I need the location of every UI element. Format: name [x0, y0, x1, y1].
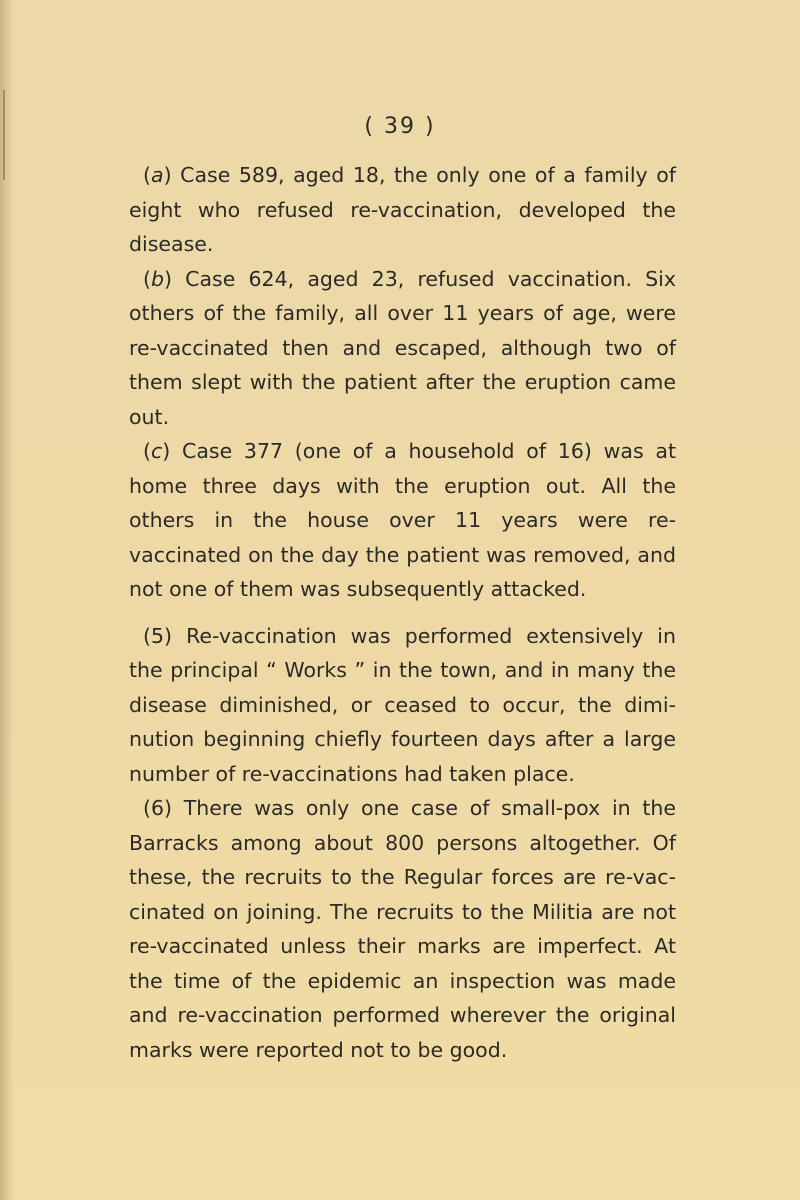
page-edge-shadow: [0, 0, 14, 1200]
paragraph-case-a: (a) Case 589, aged 18, the only one of a family of eight who refused re-vaccination, developed the disease.: [129, 163, 676, 256]
paragraph-text: Case 589, aged 18, the only one of a family of eight who refused re-vaccination, developed the disease.: [129, 163, 676, 256]
paragraph-text: Case 377 (one of a household of 16) was at home three days with the eruption out. All the others in the house over 11 years were re-vaccinated on the day the patient was removed, and not one of them was subsequently attacked.: [129, 439, 676, 601]
paragraph-text: Case 624, aged 23, refused vaccination. Six others of the family, all over 11 years of age, were re-vaccinated then and escaped, although two of them slept with the patient after the eruption came out.: [129, 266, 676, 429]
case-label-c: c: [151, 439, 163, 463]
case-label-b: b: [151, 266, 165, 291]
paragraph-6-barracks: (6) There was only one case of small-pox in the Barracks among about 800 persons altogether. Of these, the recruits to the Regular forces are re-vaccinated on joining. The recruits to the Militia are not re-vaccinated unless their marks are imperfect. At the time of the epidemic an inspection was made and re-vaccination performed wherever the original marks were reported not to be good.: [129, 796, 676, 1062]
body-text: [129, 158, 676, 1067]
paragraph-case-c: (c) Case 377 (one of a household of 16) was at home three days with the eruption out. All the others in the house over 11 years were re-vaccinated on the day the patient was removed, and not one of them was subsequently attacked.: [129, 439, 676, 601]
case-label-a: a: [151, 163, 164, 187]
page-number: ( 39 ): [364, 114, 436, 139]
paragraph-case-b: (b) Case 624, aged 23, refused vaccination. Six others of the family, all over 11 years of age, were re-vaccinated then and escaped, although two of them slept with the patient after the eruption came out.: [129, 266, 676, 429]
paragraph-5-works: (5) Re-vaccination was performed extensively in the principal “ Works ” in the town, and in many the disease diminished, or ceased to occur, the diminution beginning chiefly fourteen days after a large number of re-vaccinations had taken place.: [129, 623, 676, 786]
